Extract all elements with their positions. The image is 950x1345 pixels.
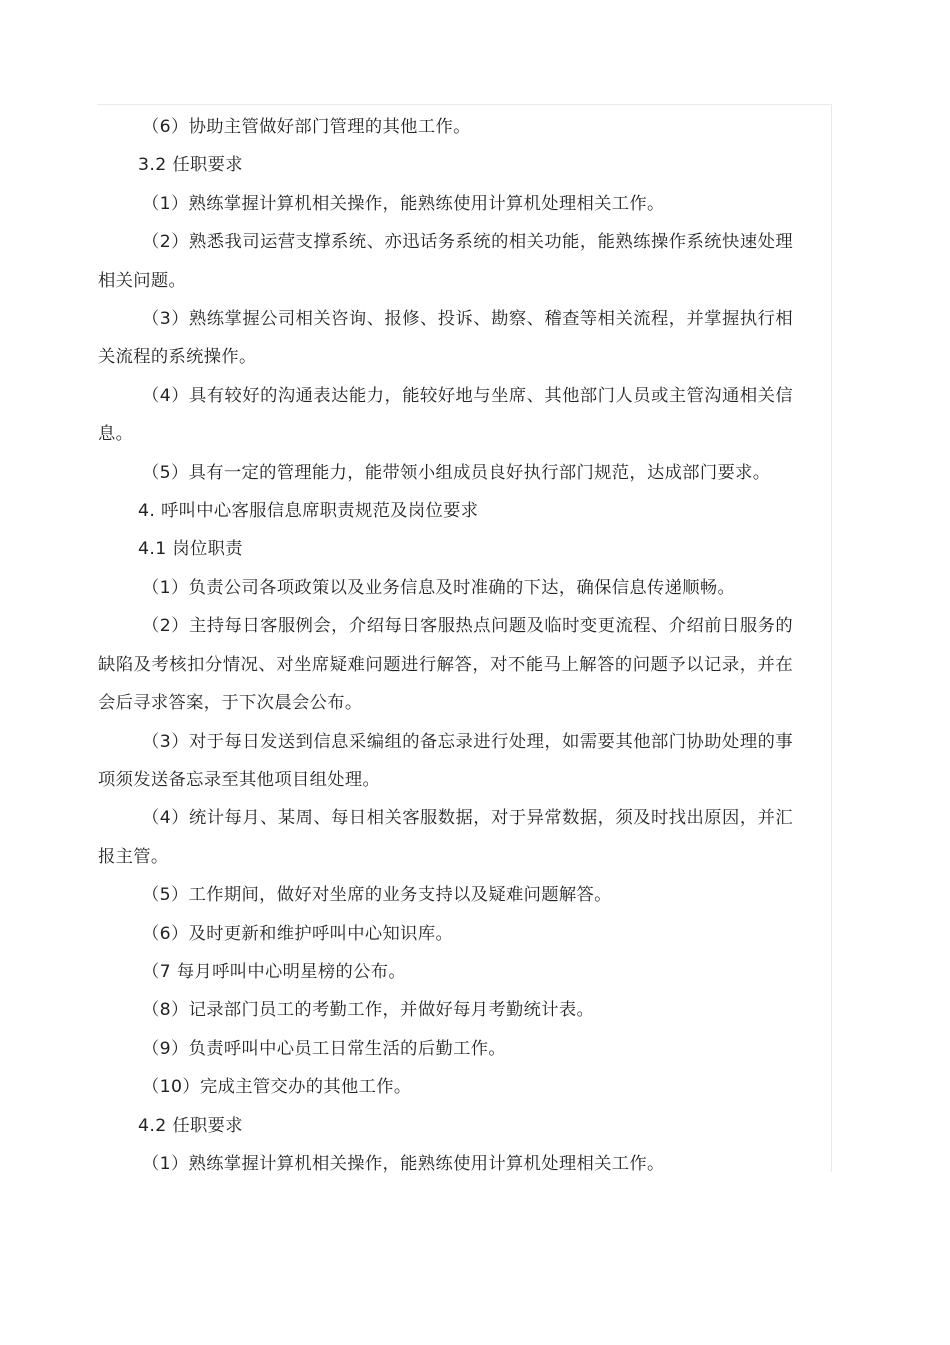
- duty-item-9: （9）负责呼叫中心员工日常生活的后勤工作。: [142, 1038, 506, 1059]
- requirement-item-2: （2）熟悉我司运营支撑系统、亦迅话务系统的相关功能，能熟练操作系统快速处理相关问题。: [98, 232, 793, 291]
- section-heading-4-2: 4.2 任职要求: [138, 1115, 243, 1136]
- requirement-item-3: （3）熟练掌握公司相关咨询、报修、投诉、勘察、稽查等相关流程，并掌握执行相关流程的系统操作。: [98, 309, 793, 368]
- duty-item-2: （2）主持每日客服例会，介绍每日客服热点问题及临时变更流程、介绍前日服务的缺陷及考核扣分情况、对坐席疑难问题进行解答，对不能马上解答的问题予以记录，并在会后寻求答案，于下次晨会公布。: [98, 616, 793, 714]
- duty-item-7: （7 每月呼叫中心明星榜的公布。: [142, 961, 407, 982]
- page-frame-right-border: [831, 104, 832, 1172]
- document-body: [98, 108, 793, 1183]
- requirement-item-1: （1）熟练掌握计算机相关操作，能熟练使用计算机处理相关工作。: [142, 193, 665, 214]
- page-frame-top-border: [97, 104, 832, 105]
- section-heading-3-2: 3.2 任职要求: [138, 155, 243, 176]
- duty-item-6b: （6）及时更新和维护呼叫中心知识库。: [142, 923, 454, 944]
- section-heading-4: 4. 呼叫中心客服信息席职责规范及岗位要求: [138, 501, 479, 522]
- duty-item-10: （10）完成主管交办的其他工作。: [142, 1077, 412, 1098]
- duty-item-1: （1）负责公司各项政策以及业务信息及时准确的下达，确保信息传递顺畅。: [142, 577, 736, 598]
- duty-item-3: （3）对于每日发送到信息采编组的备忘录进行处理，如需要其他部门协助处理的事项须发送备忘录至其他项目组处理。: [98, 731, 793, 790]
- section-heading-4-1: 4.1 岗位职责: [138, 539, 243, 560]
- requirement-item-1b: （1）熟练掌握计算机相关操作，能熟练使用计算机处理相关工作。: [142, 1153, 665, 1174]
- duty-item-4: （4）统计每月、某周、每日相关客服数据，对于异常数据，须及时找出原因，并汇报主管。: [98, 808, 793, 867]
- duty-item-6: （6）协助主管做好部门管理的其他工作。: [142, 117, 471, 137]
- requirement-item-5: （5）具有一定的管理能力，能带领小组成员良好执行部门规范，达成部门要求。: [142, 462, 771, 483]
- duty-item-8: （8）记录部门员工的考勤工作，并做好每月考勤统计表。: [142, 1000, 595, 1021]
- duty-item-5: （5）工作期间，做好对坐席的业务支持以及疑难问题解答。: [142, 885, 612, 906]
- requirement-item-4: （4）具有较好的沟通表达能力，能较好地与坐席、其他部门人员或主管沟通相关信息。: [98, 385, 793, 445]
